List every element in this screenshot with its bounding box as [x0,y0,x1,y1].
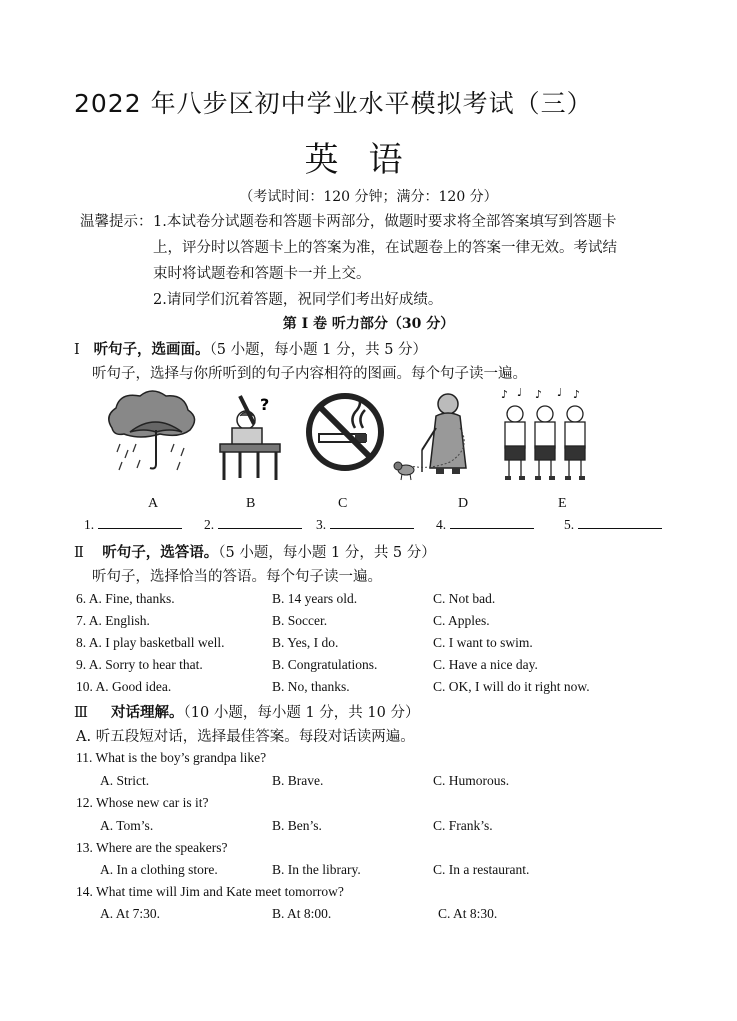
section-1-name: 听句子，选画面。 [93,341,210,358]
tip-1-line-3: 束时将试题卷和答题卡一并上交。 [153,266,371,282]
q8-option-a: 8. A. I play basketball well. [76,635,225,650]
picture-label-c: C [338,496,348,511]
picture-label-d: D [458,496,469,511]
tip-1-line-1: 1.本试卷分试题卷和答题卡两部分，做题时要求将全部答案填写到答题卡 [153,214,617,230]
svg-text:♩: ♩ [557,388,563,399]
q11-option-b: B. Brave. [272,773,324,788]
picture-strip [100,388,620,488]
q12-option-a: A. Tom’s. [100,818,154,833]
q11-option-c: C. Humorous. [433,773,510,788]
q6-option-b: B. 14 years old. [272,591,358,606]
q9-option-b: B. Congratulations. [272,657,378,672]
section-1-instruction: 听句子，选择与你所听到的句子内容相符的图画。每个句子读一遍。 [92,366,527,382]
section-1-score: （5 小题，每小题 1 分，共 5 分） [209,342,428,358]
q13-option-a: A. In a clothing store. [100,862,218,877]
q9-option-c: C. Have a nice day. [433,657,538,672]
q14-option-b: B. At 8:00. [272,906,332,921]
section-1-heading [74,338,427,359]
section-2-score: （5 小题，每小题 1 分，共 5 分） [218,545,436,561]
q11-stem: 11. What is the boy’s grandpa like? [76,750,267,765]
q14-option-c: C. At 8:30. [438,906,498,921]
answer-blank-1: 1. [84,516,182,533]
q13-option-c: C. In a restaurant. [433,862,530,877]
q13-option-b: B. In the library. [272,862,361,877]
svg-text:?: ? [260,395,270,414]
rain-umbrella-icon [109,391,195,470]
grandma-walking-dog-icon [394,394,466,480]
section-1-number: I [74,342,80,358]
q7-option-b: B. Soccer. [272,613,328,628]
q8-option-c: C. I want to swim. [433,635,533,650]
q7-option-c: C. Apples. [433,613,490,628]
q11-option-a: A. Strict. [100,773,150,788]
section-2-heading [74,541,436,562]
q14-stem: 14. What time will Jim and Kate meet tomorrow? [76,884,344,899]
section-3-number: Ⅲ [74,705,88,721]
q13-stem: 13. Where are the speakers? [76,840,228,855]
svg-text:♩: ♩ [517,388,523,399]
q12-option-c: C. Frank’s. [433,818,493,833]
answer-blank-5: 5. [564,516,662,533]
tips-label: 温馨提示： [80,214,153,230]
q10-option-b: B. No, thanks. [272,679,350,694]
subject-title: 英语 [304,140,433,180]
q6-option-c: C. Not bad. [433,591,496,606]
section-2-number: Ⅱ [74,545,84,561]
q8-option-b: B. Yes, I do. [272,635,339,650]
picture-label-b: B [246,496,256,511]
section-3-score: （10 小题，每小题 1 分，共 10 分） [183,705,420,721]
section-3-name: 对话理解。 [111,704,184,721]
girls-singing-icon [501,388,585,480]
section-2-instruction: 听句子，选择恰当的答语。每个句子读一遍。 [92,569,382,585]
q6-option-a: 6. A. Fine, thanks. [76,591,175,606]
svg-text:♪: ♪ [501,388,509,401]
q9-option-a: 9. A. Sorry to hear that. [76,657,203,672]
exam-meta: （考试时间：120 分钟；满分：120 分） [239,189,498,205]
section-3-heading [74,701,419,722]
q7-option-a: 7. A. English. [76,613,150,628]
tip-2: 2.请同学们沉着答题，祝同学们考出好成绩。 [153,292,443,308]
svg-text:♪: ♪ [573,388,581,401]
part-1-title: 第 I 卷 听力部分（30 分） [282,316,455,332]
section-2-name: 听句子，选答语。 [102,544,219,561]
picture-label-e: E [558,496,567,511]
tip-1-line-2: 上，评分时以答题卡上的答案为准，在试题卷上的答案一律无效。考试结 [153,240,617,256]
answer-blank-3: 3. [316,516,414,533]
q10-option-c: C. OK, I will do it right now. [433,679,590,694]
q10-option-a: 10. A. Good idea. [76,679,172,694]
no-smoking-icon [309,396,381,468]
picture-label-a: A [148,496,159,511]
svg-text:♪: ♪ [535,388,543,401]
q12-stem: 12. Whose new car is it? [76,795,209,810]
answer-blank-2: 2. [204,516,302,533]
q12-option-b: B. Ben’s. [272,818,322,833]
section-3-instruction: A. 听五段短对话，选择最佳答案。每段对话读两遍。 [76,729,415,745]
answer-blank-4: 4. [436,516,534,533]
student-raising-hand-icon [220,395,280,480]
exam-title: 2022 年八步区初中学业水平模拟考试（三） [74,89,593,118]
q14-option-a: A. At 7:30. [100,906,161,921]
